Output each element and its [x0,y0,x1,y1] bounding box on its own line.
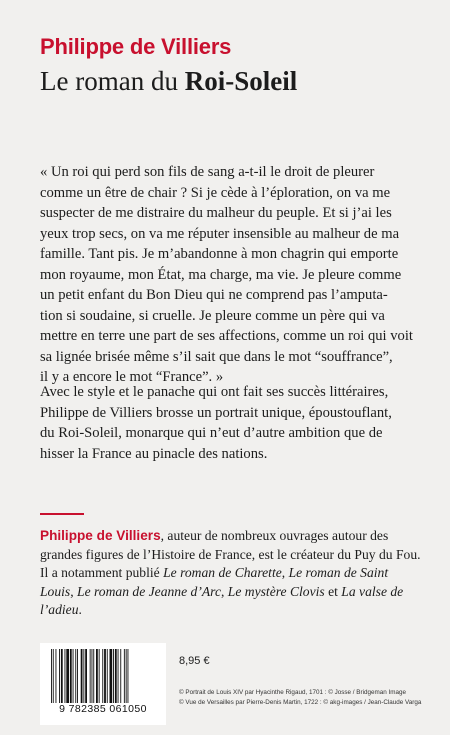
barcode-bar [107,649,108,703]
barcode-bar [56,649,57,703]
summary-line: Avec le style et le panache qui ont fait ses succès littéraires, [40,384,389,400]
bio-work-title: La valse de l’adieu [40,583,404,617]
barcode-bar [113,649,114,703]
barcode-bar [99,649,100,703]
quote-line: un petit enfant du Bon Dieu qui ne comprend pas l’amputa- [40,287,388,303]
barcode-bar [102,649,103,703]
quote-line: famille. Tant pis. Je m’abandonne à mon chagrin qui emporte [40,246,399,262]
barcode-bar [83,649,84,703]
barcode [40,643,166,725]
quote-line: yeux trop secs, on va me réputer insensible au malheur de ma [40,225,400,242]
author-name: Philippe de Villiers [40,34,232,59]
quote-line: sa lignée brisée même s’il sait que dans le mot “souffrance”, [40,348,393,365]
barcode-bar [59,649,60,703]
barcode-bar [92,649,93,703]
barcode-bar [90,649,91,703]
image-credit: © Vue de Versailles par Pierre-Denis Martin, 1722 : © akg-images / Jean-Claude Varga [179,699,422,706]
barcode-bar [70,649,72,703]
barcode-bar [118,649,119,703]
book-title [40,66,297,97]
bio-separator: et [324,583,342,599]
bio-work-title: Le mystère Clovis [227,583,325,599]
barcode-bar [124,649,125,703]
summary-line: hisser la France au pinacle des nations. [40,445,268,462]
quote-line: comme un être de chair ? Si je cède à l’éploration, on va me [40,184,391,201]
author-bio [40,527,422,620]
summary-line: du Roi-Soleil, monarque qui n’eut d’autre ambition que de [40,425,383,441]
price: 8,95 € [179,655,210,667]
bio-separator: , [281,565,289,580]
barcode-bar [61,649,63,703]
bio-work-title: Le roman de Saint Louis [40,565,389,599]
barcode-digits: 9 782385 061050 [59,703,147,715]
barcode-bar [81,649,83,703]
barcode-bar [120,649,121,703]
barcode-bar [65,649,66,703]
quote-line: « Un roi qui perd son fils de sang a-t-il le droit de pleurer [40,164,375,180]
barcode-bar [75,649,76,703]
barcode-bar [115,649,117,703]
quote-line: suspecter de me distraire du malheur du peuple. Et si j’ai les [40,205,392,221]
barcode-bar [85,649,87,703]
bio-work-title: Le roman de Jeanne d’Arc [77,583,221,599]
quote-line: il y a encore le mot “France”. » [40,369,224,385]
barcode-bar [51,649,52,703]
bio-separator: , [70,583,78,599]
bio-text: , auteur de nombreux ouvrages autour des grandes figures de l’Histoire de France, est le créateur du Puy du Fou. Il a notamment publié [40,528,421,580]
bio-work-title: Le roman de Charette [163,565,282,580]
summary-paragraph [40,382,418,464]
quote-line: tion si soudaine, si cruelle. Je pleure comme un père qui va [40,307,385,324]
barcode-bar [77,649,78,703]
bio-end: . [78,602,82,617]
barcode-bar [96,649,98,703]
barcode-bar [104,649,106,703]
barcode-bar [73,649,74,703]
title-emphasis: Roi-Soleil [184,66,298,96]
barcode-bars [50,649,156,703]
barcode-bar [93,649,94,703]
quote-paragraph [40,162,418,388]
bio-separator: , [220,583,228,599]
barcode-bar [110,649,113,703]
summary-line: Philippe de Villiers brosse un portrait unique, époustouflant, [40,404,392,421]
barcode-bar [53,649,54,703]
quote-line: mon royaume, mon État, ma charge, ma vie. Je pleure comme [40,266,402,283]
bio-author-name: Philippe de Villiers [40,528,161,543]
title-prefix: Le roman du [40,66,185,96]
quote-line: mettre en terre une part de ses affections, comme un roi qui voit [40,328,413,344]
image-credit: © Portrait de Louis XIV par Hyacinthe Rigaud, 1701 : © Josse / Bridgeman Image [179,689,406,696]
barcode-bar [128,649,129,703]
red-divider [40,513,84,515]
barcode-bar [66,649,69,703]
barcode-bar [126,649,127,703]
